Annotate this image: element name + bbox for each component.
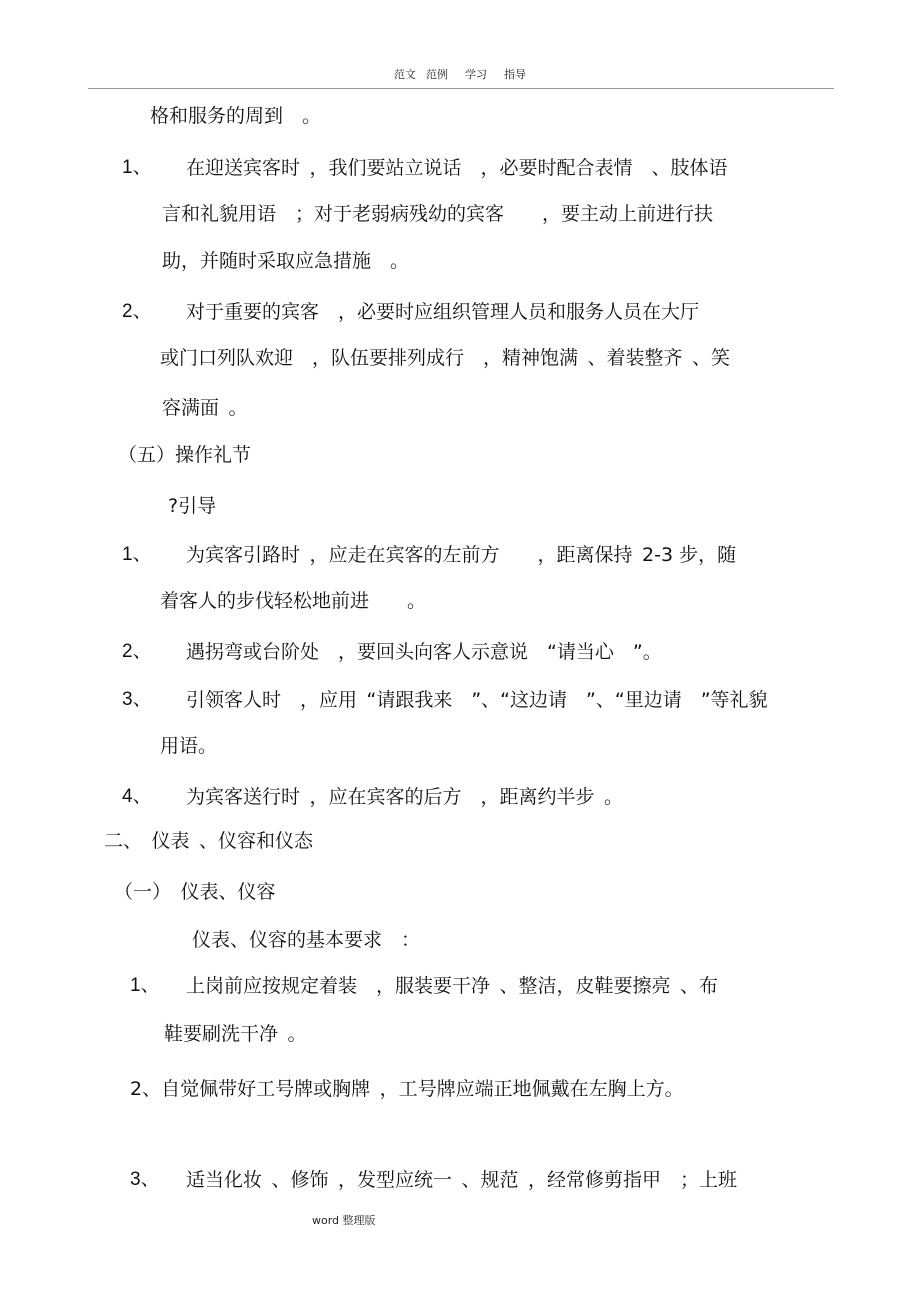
header-item: 指导 [504,68,526,81]
list-number: 3、 [122,689,152,710]
section-heading: （五）操作礼节 [118,444,252,466]
text-line: 引领客人时 ，应用 “请跟我来 ”、“这边请 ”、“里边请 ”等礼貌 [186,689,768,711]
header-item: 范文 [394,68,416,81]
text-line: 遇拐弯或台阶处 ，要回头向客人示意说 “请当心 ”。 [186,641,662,663]
page-header [0,66,920,82]
list-number: 1、 [130,975,160,996]
header-item: 学习 [465,68,487,81]
page-footer: word 整理版 [312,1214,376,1227]
text-line: 仪表、仪容的基本要求 ： [192,929,421,951]
text-line: 助，并随时采取应急措施 。 [162,250,410,272]
text-line: 或门口列队欢迎 ，队伍要排列成行 ，精神饱满 、着装整齐 、笑 [160,347,731,369]
text-line: 2、自觉佩带好工号牌或胸牌 ，工号牌应端正地佩戴在左胸上方。 [130,1078,684,1100]
list-number: 4、 [122,786,152,807]
text-line: 格和服务的周到 。 [150,105,322,127]
text-line: 言和礼貌用语 ；对于老弱病残幼的宾客 ，要主动上前进行扶 [162,203,714,225]
text-line: 在迎送宾客时 ，我们要站立说话 ，必要时配合表情 、肢体语 [186,157,728,179]
text-line: 用语。 [160,735,218,757]
subheading: ?引导 [168,495,217,517]
text-line: 容满面 。 [162,397,248,419]
text-line: 上岗前应按规定着装 ，服装要干净 、整洁，皮鞋要擦亮 、布 [186,975,719,997]
text-line: 对于重要的宾客 ，必要时应组织管理人员和服务人员在大厅 [186,301,700,323]
header-rule [88,88,834,89]
list-number: 1、 [122,157,152,178]
text-line: 为宾客送行时 ，应在宾客的后方 ，距离约半步 。 [186,786,624,808]
list-number: 2、 [122,641,152,662]
section-heading: 二、 仪表 、仪容和仪态 [104,830,314,852]
header-item: 范例 [426,68,448,81]
list-number: 3、 [130,1169,160,1190]
text-line: 鞋要刷洗干净 。 [164,1023,307,1045]
list-number: 2、 [122,301,152,322]
text-line: 为宾客引路时 ，应走在宾客的左前方 ，距离保持 2-3 步，随 [186,544,737,566]
list-number: 1、 [122,544,152,565]
text-line: 适当化妆 、修饰 ，发型应统一 、规范 ，经常修剪指甲 ；上班 [186,1169,738,1191]
text-line: 着客人的步伐轻松地前进 。 [160,590,427,612]
section-heading: （一） 仪表、仪容 [114,881,276,903]
